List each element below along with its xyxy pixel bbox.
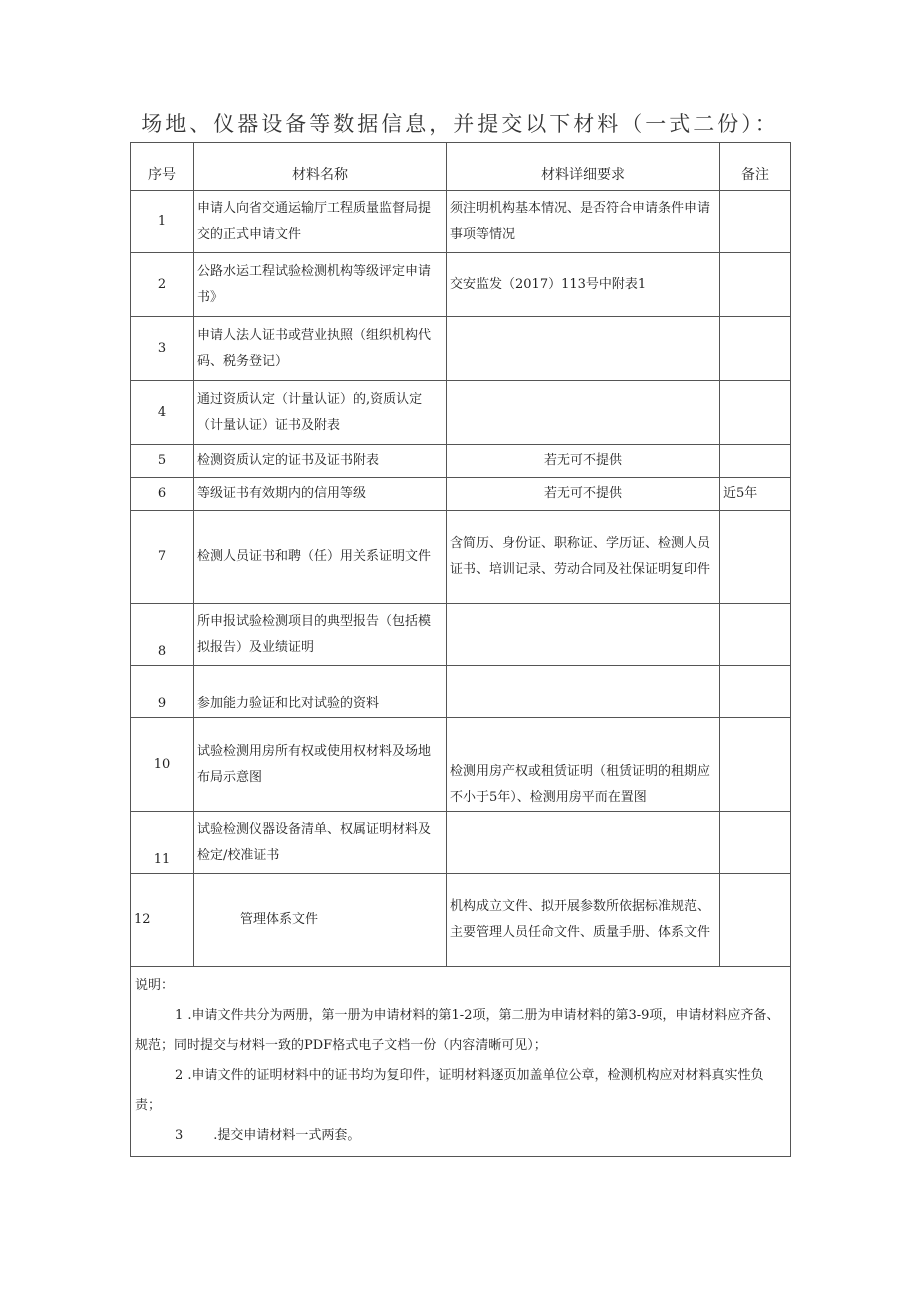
row-name: 所申报试验检测项目的典型报告（包括模拟报告）及业绩证明 [194, 604, 447, 666]
table-row [131, 478, 791, 511]
note-item-2: 2 .申请文件的证明材料中的证书均为复印件，证明材料逐页加盖单位公章，检测机构应对材料真实性负责； [135, 1068, 764, 1113]
row-remark [720, 511, 791, 604]
row-remark [720, 666, 791, 718]
table-row [131, 604, 791, 666]
row-no: 5 [131, 445, 194, 478]
row-req: 若无可不提供 [447, 445, 720, 478]
row-req [447, 317, 720, 381]
row-name: 公路水运工程试验检测机构等级评定申请书》 [194, 253, 447, 317]
row-req [447, 381, 720, 445]
row-name: 检测资质认定的证书及证书附表 [194, 445, 447, 478]
row-req: 交安监发（2017）113号中附表1 [447, 253, 720, 317]
note-item-3-number: 3 [175, 1128, 184, 1143]
table-row [131, 191, 791, 253]
row-req [447, 812, 720, 874]
header-remark: 备注 [720, 143, 791, 191]
row-name: 等级证书有效期内的信用等级 [194, 478, 447, 511]
row-req: 含简历、身份证、职称证、学历证、检测人员证书、培训记录、劳动合同及社保证明复印件 [447, 511, 720, 604]
row-no: 7 [131, 511, 194, 604]
row-name: 检测人员证书和聘（任）用关系证明文件 [194, 511, 447, 604]
notes-heading: 说明： [135, 978, 175, 993]
row-no: 2 [131, 253, 194, 317]
row-req: 机构成立文件、拟开展参数所依据标准规范、主要管理人员任命文件、质量手册、体系文件 [447, 874, 720, 967]
table-row [131, 874, 791, 967]
row-no: 3 [131, 317, 194, 381]
row-no: 6 [131, 478, 194, 511]
row-no: 8 [131, 604, 194, 666]
notes-row [131, 967, 791, 1157]
page-title: 场地、仪器设备等数据信息，并提交以下材料（一式二份）： [141, 112, 779, 136]
row-no: 10 [131, 718, 194, 812]
row-no: 1 [131, 191, 194, 253]
row-name: 申请人向省交通运输厅工程质量监督局提交的正式申请文件 [194, 191, 447, 253]
row-req [447, 666, 720, 718]
row-remark [720, 874, 791, 967]
row-remark [720, 253, 791, 317]
row-remark [720, 445, 791, 478]
row-name: 通过资质认定（计量认证）的,资质认定（计量认证）证书及附表 [194, 381, 447, 445]
row-remark [720, 191, 791, 253]
row-req [447, 604, 720, 666]
row-name: 申请人法人证书或营业执照（组织机构代码、税务登记） [194, 317, 447, 381]
row-no: 11 [131, 812, 194, 874]
row-req: 检测用房产权或租赁证明（租赁证明的租期应不小于5年）、检测用房平而在置图 [447, 718, 720, 812]
row-remark [720, 604, 791, 666]
header-req: 材料详细要求 [447, 143, 720, 191]
row-no: 9 [131, 666, 194, 718]
row-name: 管理体系文件 [194, 874, 447, 967]
row-no: 4 [131, 381, 194, 445]
table-row [131, 812, 791, 874]
header-no: 序号 [131, 143, 194, 191]
row-remark: 近5年 [720, 478, 791, 511]
table-row [131, 445, 791, 478]
table-row [131, 317, 791, 381]
table-row [131, 381, 791, 445]
row-remark [720, 317, 791, 381]
table-row [131, 511, 791, 604]
row-req: 若无可不提供 [447, 478, 720, 511]
note-item-3-text: .提交申请材料一式两套。 [213, 1128, 361, 1143]
row-name: 试验检测仪器设备清单、权属证明材料及检定/校准证书 [194, 812, 447, 874]
row-remark [720, 718, 791, 812]
table-row [131, 718, 791, 812]
table-row [131, 666, 791, 718]
note-item-3 [135, 1121, 786, 1151]
note-item-1: 1 .申请文件共分为两册，第一册为申请材料的第1-2项，第二册为申请材料的第3-9项，申请材料应齐备、规范；同时提交与材料一致的PDF格式电子文档一份（内容清晰可见）； [135, 1008, 780, 1053]
notes-cell [131, 967, 791, 1157]
row-req: 须注明机构基本情况、是否符合申请条件申请事项等情况 [447, 191, 720, 253]
table-row [131, 253, 791, 317]
materials-table [130, 142, 791, 1157]
row-remark [720, 812, 791, 874]
row-name: 参加能力验证和比对试验的资料 [194, 666, 447, 718]
header-name: 材料名称 [194, 143, 447, 191]
row-remark [720, 381, 791, 445]
table-header-row [131, 143, 791, 191]
row-no: 12 [131, 874, 194, 967]
row-name: 试验检测用房所有权或使用权材料及场地布局示意图 [194, 718, 447, 812]
